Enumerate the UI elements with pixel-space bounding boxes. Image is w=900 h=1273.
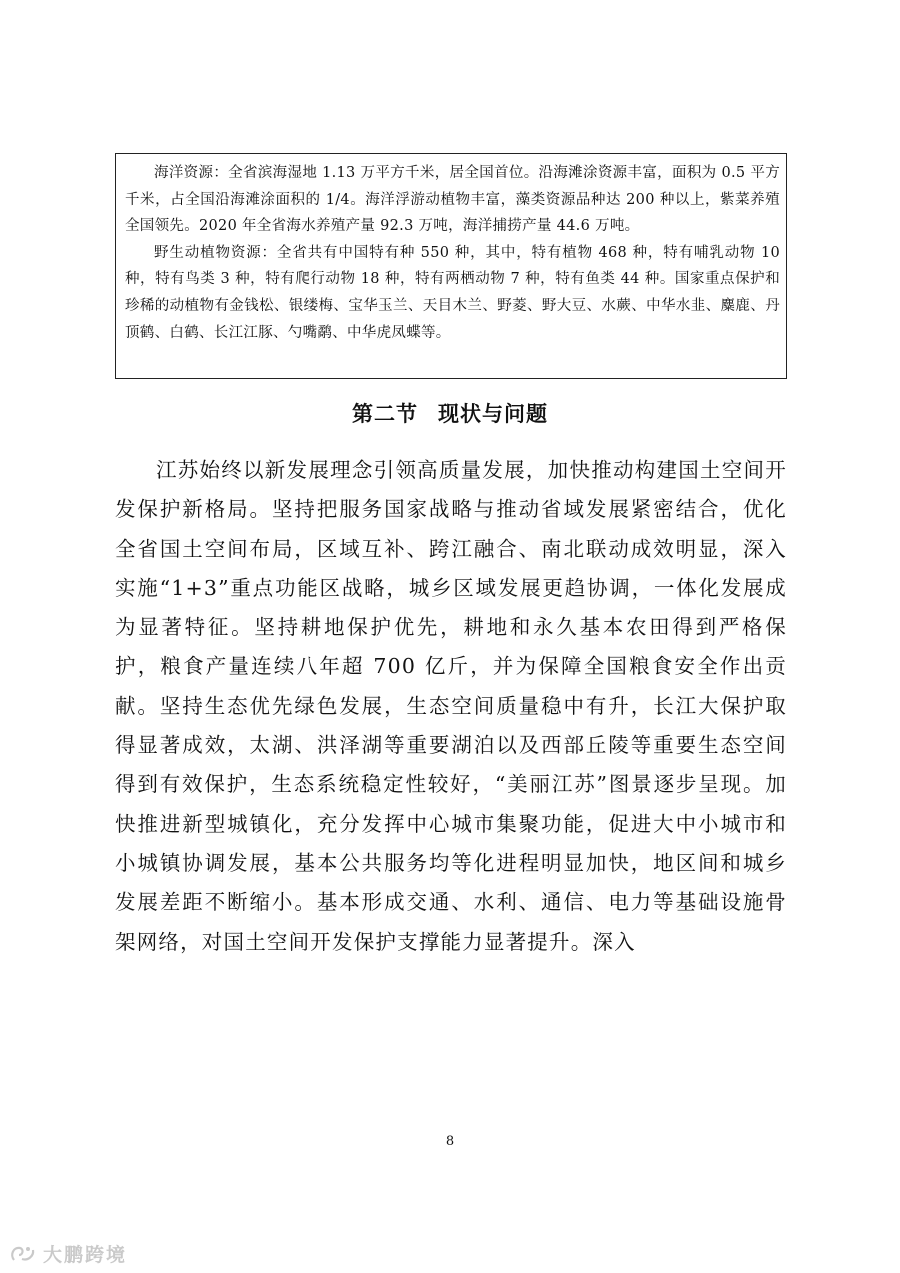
watermark	[8, 1240, 127, 1267]
section-heading	[0, 398, 900, 428]
marine-resources-paragraph: 海洋资源：全省滨海湿地 1.13 万平方千米，居全国首位。沿海滩涂资源丰富，面积为 0.5 平方千米，占全国沿海滩涂面积的 1/4。海洋浮游动植物丰富，藻类资源品种达 200 种以上，紫菜养殖全国领先。2020 年全省海水养殖产量 92.3 万吨，海洋捕捞产量 44.6 万吨。	[125, 165, 780, 235]
wildlife-resources-paragraph: 野生动植物资源：全省共有中国特有种 550 种，其中，特有植物 468 种，特有哺乳动物 10 种，特有鸟类 3 种，特有爬行动物 18 种，特有两栖动物 7 种，特有鱼类 44 种。国家重点保护和珍稀的动植物有金钱松、银缕梅、宝华玉兰、天目木兰、野菱、野大豆、水蕨、中华水韭、麋鹿、丹顶鹤、白鹤、长江江豚、勺嘴鹬、中华虎凤蝶等。	[125, 244, 780, 341]
page-number: 8	[445, 1134, 455, 1149]
resource-info-box	[115, 153, 787, 379]
section-title: 现状与问题	[438, 402, 548, 426]
body-paragraph: 江苏始终以新发展理念引领高质量发展，加快推动构建国土空间开发保护新格局。坚持把服务国家战略与推动省域发展紧密结合，优化全省国土空间布局，区域互补、跨江融合、南北联动成效明显，深入实施“1+3”重点功能区战略，城乡区域发展更趋协调，一体化发展成为显著特征。坚持耕地保护优先，耕地和永久基本农田得到严格保护，粮食产量连续八年超 700 亿斤，并为保障全国粮食安全作出贡献。坚持生态优先绿色发展，生态空间质量稳中有升，长江大保护取得显著成效，太湖、洪泽湖等重要湖泊以及西部丘陵等重要生态空间得到有效保护，生态系统稳定性较好，“美丽江苏”图景逐步呈现。加快推进新型城镇化，充分发挥中心城市集聚功能，促进大中小城市和小城镇协调发展，基本公共服务均等化进程明显加快，地区间和城乡发展差距不断缩小。基本形成交通、水利、通信、电力等基础设施骨架网络，对国土空间开发保护支撑能力显著提升。深入	[115, 458, 787, 954]
watermark-text: 大鹏跨境	[43, 1244, 128, 1266]
section-number: 第二节	[352, 402, 418, 426]
watermark-logo-icon	[8, 1243, 38, 1265]
